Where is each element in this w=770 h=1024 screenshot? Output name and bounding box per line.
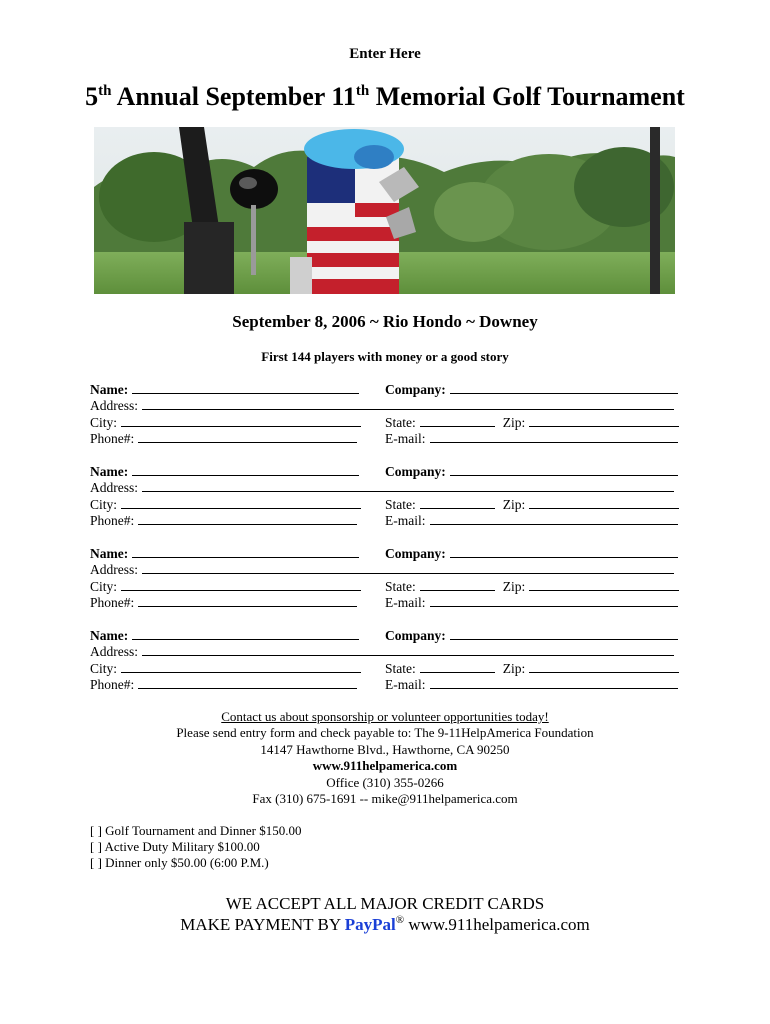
make-payment-text: MAKE PAYMENT BY <box>180 915 345 934</box>
state-field[interactable] <box>420 660 495 673</box>
fax-email: Fax (310) 675-1691 -- mike@911helpamerica.com <box>252 791 518 807</box>
page-title <box>0 80 770 114</box>
state-label: State: <box>385 415 416 430</box>
city-field[interactable] <box>121 496 361 509</box>
zip-field[interactable] <box>529 578 679 591</box>
email-field[interactable] <box>430 594 678 607</box>
city-label: City: <box>90 661 118 676</box>
address-field[interactable] <box>142 643 674 656</box>
email-label: E-mail: <box>385 431 426 446</box>
registered-mark: ® <box>395 914 405 926</box>
state-label: State: <box>385 579 416 594</box>
office-phone: Office (310) 355-0266 <box>326 774 444 790</box>
city-label: City: <box>90 579 118 594</box>
address-label: Address: <box>90 562 138 577</box>
name-field[interactable] <box>132 627 359 640</box>
send-entry-text: Please send entry form and check payable to: The 9-11HelpAmerica Foundation <box>176 725 594 741</box>
state-label: State: <box>385 497 416 512</box>
zip-field[interactable] <box>529 414 679 427</box>
payment-website[interactable]: www.911helpamerica.com <box>404 915 590 934</box>
city-label: City: <box>90 415 118 430</box>
zip-field[interactable] <box>529 660 679 673</box>
city-field[interactable] <box>121 660 361 673</box>
title-superscript-1: th <box>98 83 112 99</box>
email-label: E-mail: <box>385 677 426 692</box>
option-dinner-only[interactable]: [ ] Dinner only $50.00 (6:00 P.M.) <box>90 855 269 870</box>
name-label: Name: <box>90 628 129 643</box>
name-label: Name: <box>90 464 129 479</box>
entry-block-2 <box>90 463 680 529</box>
credit-cards-text: WE ACCEPT ALL MAJOR CREDIT CARDS <box>225 894 545 913</box>
state-field[interactable] <box>420 414 495 427</box>
zip-label: Zip: <box>502 661 526 676</box>
sponsorship-link[interactable]: Contact us about sponsorship or volunteer opportunities today! <box>221 709 549 724</box>
phone-label: Phone#: <box>90 513 135 528</box>
mailing-address: 14147 Hawthorne Blvd., Hawthorne, CA 90250 <box>260 741 510 757</box>
address-field[interactable] <box>142 397 674 410</box>
payment-info <box>0 893 770 935</box>
phone-label: Phone#: <box>90 431 135 446</box>
phone-field[interactable] <box>138 512 357 525</box>
email-field[interactable] <box>430 430 678 443</box>
zip-label: Zip: <box>502 579 526 594</box>
company-field[interactable] <box>450 381 678 394</box>
company-field[interactable] <box>450 463 678 476</box>
address-label: Address: <box>90 480 138 495</box>
phone-field[interactable] <box>138 594 357 607</box>
name-field[interactable] <box>132 381 359 394</box>
event-date-location: September 8, 2006 ~ Rio Hondo ~ Downey <box>232 312 538 331</box>
address-label: Address: <box>90 398 138 413</box>
state-field[interactable] <box>420 496 495 509</box>
company-label: Company: <box>385 628 446 643</box>
company-field[interactable] <box>450 627 678 640</box>
company-field[interactable] <box>450 545 678 558</box>
company-label: Company: <box>385 546 446 561</box>
phone-field[interactable] <box>138 676 357 689</box>
entry-block-4 <box>90 627 680 693</box>
company-label: Company: <box>385 464 446 479</box>
zip-label: Zip: <box>502 497 526 512</box>
city-field[interactable] <box>121 414 361 427</box>
title-number: 5 <box>85 82 99 111</box>
make-payment-line <box>0 914 770 935</box>
zip-field[interactable] <box>529 496 679 509</box>
entry-block-1 <box>90 381 680 447</box>
title-middle: Annual September 11 <box>111 82 356 111</box>
address-field[interactable] <box>142 561 674 574</box>
city-field[interactable] <box>121 578 361 591</box>
email-label: E-mail: <box>385 513 426 528</box>
website-link[interactable]: www.911helpamerica.com <box>312 758 458 774</box>
email-label: E-mail: <box>385 595 426 610</box>
paypal-link[interactable]: PayPal <box>344 915 396 934</box>
title-rest: Memorial Golf Tournament <box>369 82 685 111</box>
option-golf-dinner[interactable]: [ ] Golf Tournament and Dinner $150.00 <box>90 823 302 838</box>
name-label: Name: <box>90 382 129 397</box>
players-note: First 144 players with money or a good story <box>261 349 509 364</box>
name-field[interactable] <box>132 463 359 476</box>
title-superscript-2: th <box>355 83 370 99</box>
address-field[interactable] <box>142 479 674 492</box>
contact-info <box>0 709 770 807</box>
enter-here-heading: Enter Here <box>349 46 421 62</box>
state-label: State: <box>385 661 416 676</box>
address-label: Address: <box>90 644 138 659</box>
city-label: City: <box>90 497 118 512</box>
company-label: Company: <box>385 382 446 397</box>
phone-field[interactable] <box>138 430 357 443</box>
entry-options <box>90 823 302 871</box>
phone-label: Phone#: <box>90 677 135 692</box>
golf-bag-photo <box>94 127 675 294</box>
name-label: Name: <box>90 546 129 561</box>
name-field[interactable] <box>132 545 359 558</box>
phone-label: Phone#: <box>90 595 135 610</box>
zip-label: Zip: <box>502 415 526 430</box>
option-active-military[interactable]: [ ] Active Duty Military $100.00 <box>90 839 260 854</box>
email-field[interactable] <box>430 676 678 689</box>
state-field[interactable] <box>420 578 495 591</box>
entry-block-3 <box>90 545 680 611</box>
email-field[interactable] <box>430 512 678 525</box>
